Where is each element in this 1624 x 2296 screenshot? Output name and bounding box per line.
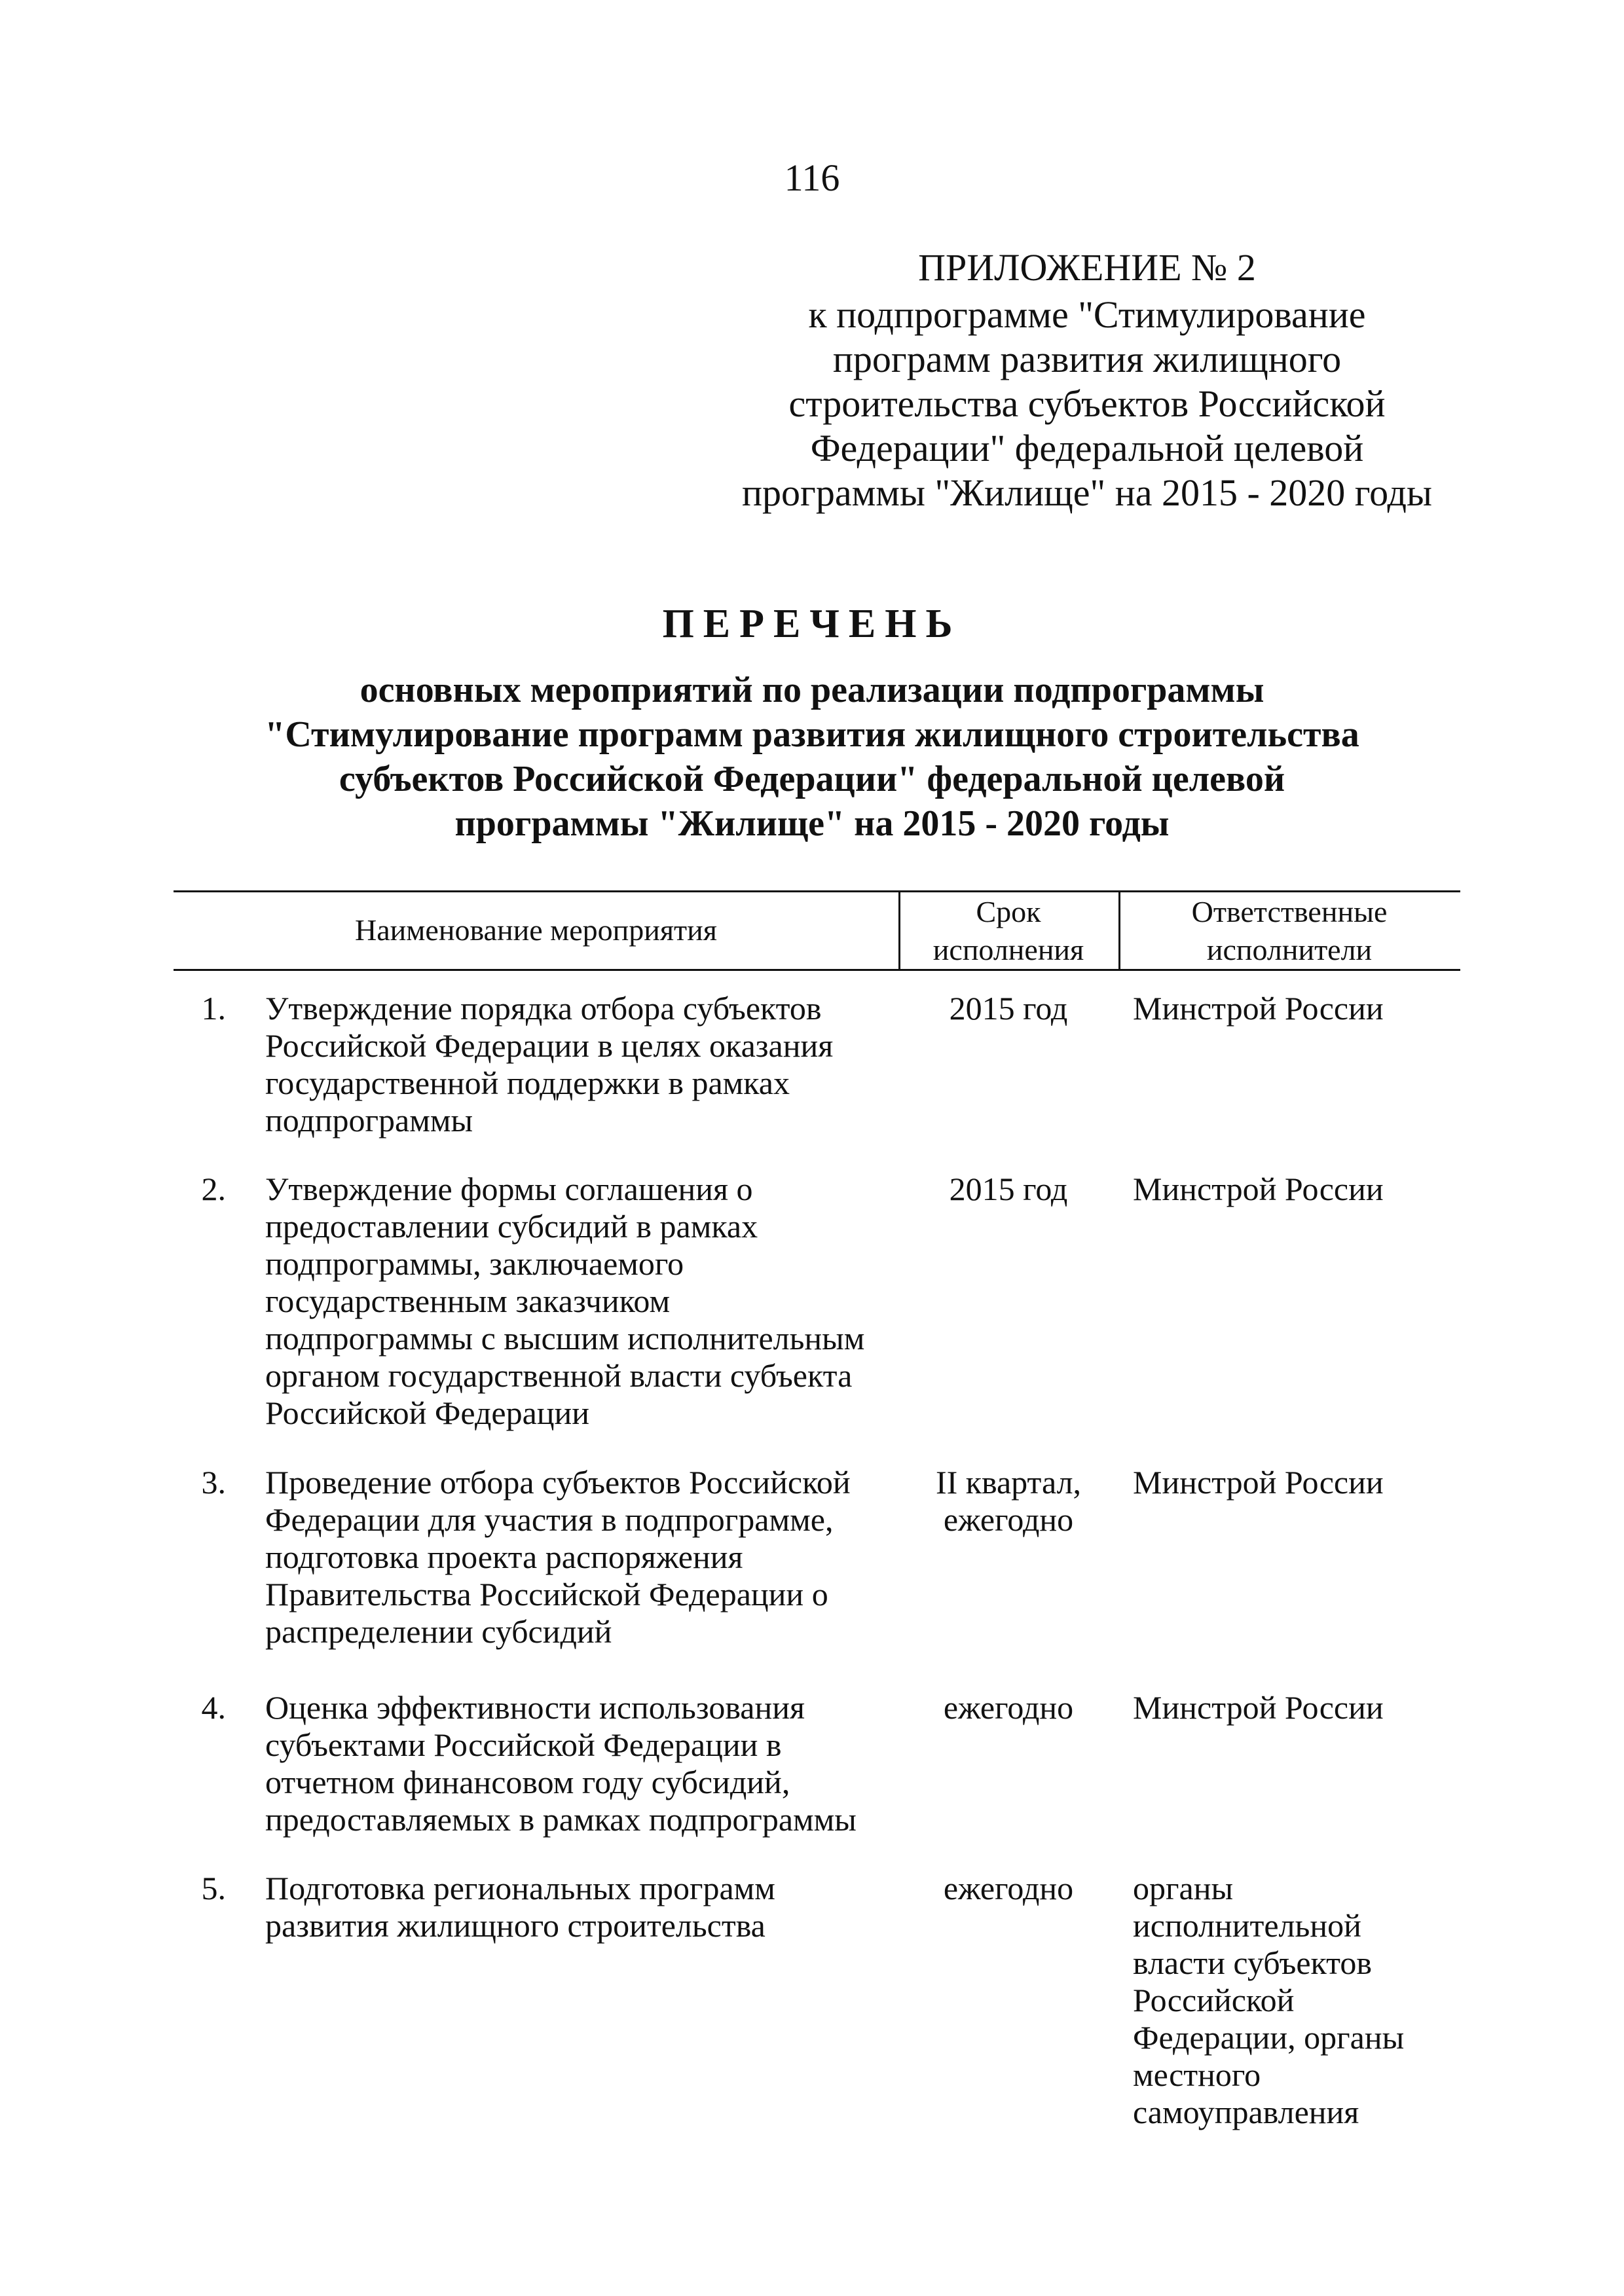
row-activity-line: Утверждение порядка отбора субъектов — [265, 990, 822, 1027]
row-activity-line: распределении субсидий — [265, 1613, 612, 1650]
row-activity-line: подпрограммы — [265, 1102, 473, 1139]
row-term-line: II квартал, — [935, 1464, 1082, 1501]
row-responsible-line: местного — [1133, 2056, 1261, 2093]
row-responsible-line: самоуправления — [1133, 2094, 1359, 2130]
appendix-line: к подпрограмме "Стимулирование — [808, 293, 1366, 336]
row-activity-line: отчетном финансовом году субсидий, — [265, 1764, 790, 1800]
row-term-line: ежегодно — [943, 1501, 1074, 1538]
column-header-term — [898, 893, 1118, 969]
appendix-line: строительства субъектов Российской — [788, 382, 1386, 425]
row-responsible-line: органы — [1133, 1870, 1234, 1906]
row-responsible-line: Минстрой России — [1133, 1171, 1384, 1207]
row-activity-line: Российской Федерации — [265, 1394, 590, 1431]
row-activity-line: Российской Федерации в целях оказания — [265, 1027, 834, 1064]
row-responsible-line: Минстрой России — [1133, 1464, 1384, 1501]
row-term — [898, 1689, 1118, 1726]
row-responsible-line: Минстрой России — [1133, 990, 1384, 1027]
row-activity-line: Подготовка региональных программ — [265, 1870, 775, 1906]
subtitle-line: основных мероприятий по реализации подпрограммы — [360, 670, 1264, 710]
row-number: 2. — [201, 1171, 226, 1207]
row-responsible-line: Российской — [1133, 1982, 1295, 2018]
row-responsible — [1133, 1171, 1460, 1208]
row-activity-line: Правительства Российской Федерации о — [265, 1576, 828, 1613]
row-activity-line: государственной поддержки в рамках — [265, 1065, 790, 1101]
column-header-line: исполнители — [1206, 933, 1373, 966]
row-number: 3. — [201, 1464, 226, 1501]
row-responsible — [1133, 1689, 1460, 1726]
row-term — [898, 1171, 1118, 1208]
subtitle-line: "Стимулирование программ развития жилищного строительства — [265, 714, 1359, 755]
row-term — [898, 1464, 1118, 1539]
table-header-rule — [174, 969, 1460, 971]
row-activity-line: предоставлении субсидий в рамках — [265, 1208, 758, 1245]
row-activity-line: Проведение отбора субъектов Российской — [265, 1464, 851, 1501]
appendix-block — [720, 246, 1454, 515]
column-header-line: Ответственные — [1191, 895, 1388, 928]
row-number: 1. — [201, 990, 226, 1027]
document-title: ПЕРЕЧЕНЬ — [662, 602, 962, 646]
row-activity-line: Оценка эффективности использования — [265, 1689, 805, 1726]
row-activity-line: субъектами Российской Федерации в — [265, 1726, 782, 1763]
row-activity — [265, 1171, 1058, 1432]
row-term-line: ежегодно — [943, 1689, 1074, 1726]
row-responsible-line: исполнительной — [1133, 1907, 1361, 1944]
row-term-line: 2015 год — [949, 1171, 1068, 1207]
row-number: 4. — [201, 1689, 226, 1726]
column-header-responsible — [1118, 893, 1460, 969]
row-responsible-line: Федерации, органы — [1133, 2019, 1405, 2056]
appendix-line: программы "Жилище" на 2015 - 2020 годы — [742, 471, 1432, 514]
appendix-heading: ПРИЛОЖЕНИЕ № 2 — [918, 246, 1256, 289]
row-activity-line: государственным заказчиком — [265, 1283, 671, 1319]
row-activity-line: предоставляемых в рамках подпрограммы — [265, 1801, 857, 1838]
row-activity-line: подпрограммы с высшим исполнительным — [265, 1320, 865, 1357]
row-activity-line: подпрограммы, заключаемого — [265, 1245, 684, 1282]
row-activity-line: органом государственной власти субъекта — [265, 1357, 853, 1394]
column-header-line: исполнения — [932, 933, 1084, 966]
row-activity-line: Утверждение формы соглашения о — [265, 1171, 753, 1207]
subtitle-line: субъектов Российской Федерации" федеральной целевой — [339, 759, 1285, 799]
row-number: 5. — [201, 1870, 226, 1906]
row-term-line: 2015 год — [949, 990, 1068, 1027]
appendix-line: Федерации" федеральной целевой — [810, 427, 1364, 469]
row-term-line: ежегодно — [943, 1870, 1074, 1906]
column-header-name: Наименование мероприятия — [355, 913, 717, 947]
row-term — [898, 1870, 1118, 1907]
row-responsible — [1133, 1464, 1460, 1501]
table-top-rule — [174, 890, 1460, 892]
column-header-line: Срок — [976, 895, 1041, 928]
row-responsible-line: Минстрой России — [1133, 1689, 1384, 1726]
row-responsible — [1133, 1870, 1460, 2131]
row-responsible — [1133, 990, 1460, 1027]
document-subtitle — [157, 668, 1467, 846]
page-number: 116 — [784, 156, 840, 199]
row-activity-line: подготовка проекта распоряжения — [265, 1539, 743, 1575]
row-activity-line: Федерации для участия в подпрограмме, — [265, 1501, 834, 1538]
appendix-line: программ развития жилищного — [832, 338, 1342, 380]
row-activity-line: развития жилищного строительства — [265, 1907, 766, 1944]
row-term — [898, 990, 1118, 1027]
row-responsible-line: власти субъектов — [1133, 1944, 1372, 1981]
subtitle-line: программы "Жилище" на 2015 - 2020 годы — [454, 803, 1170, 844]
